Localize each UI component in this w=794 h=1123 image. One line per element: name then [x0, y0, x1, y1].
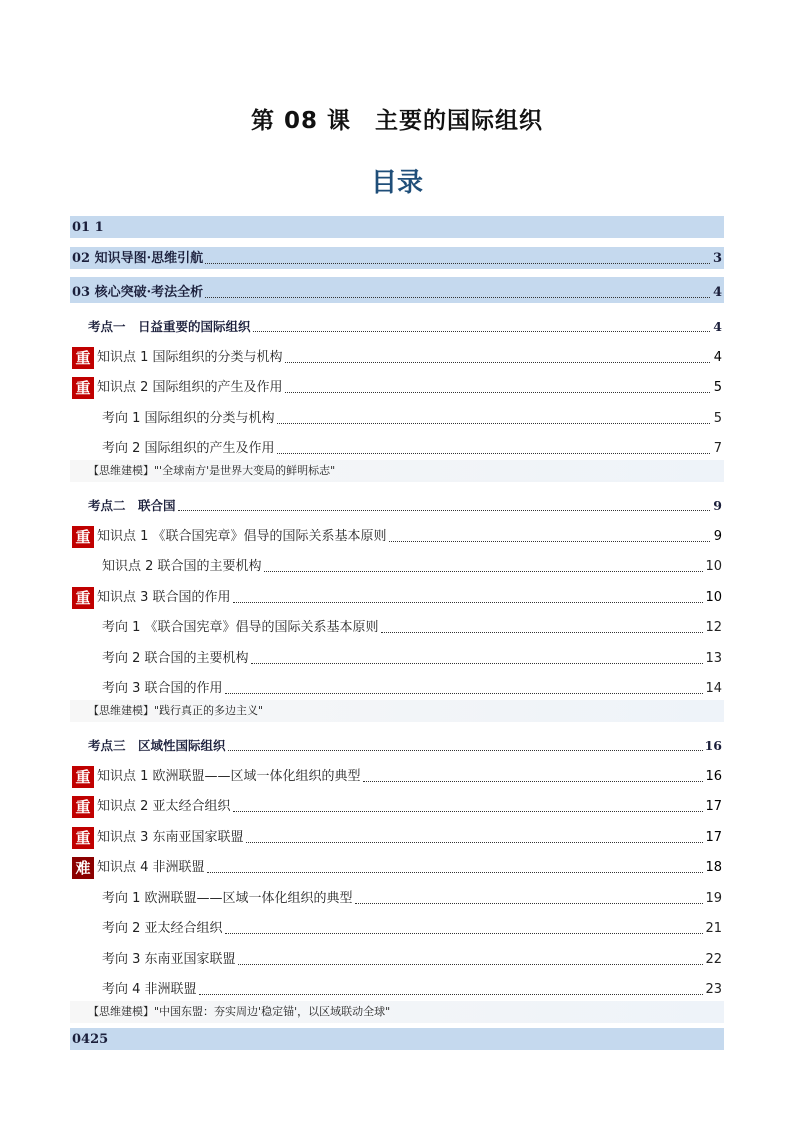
- toc-page-number: 14: [705, 681, 722, 696]
- toc-page-number: 22: [705, 951, 722, 967]
- toc-page-number: 4: [712, 285, 722, 300]
- dot-leader: [246, 841, 704, 843]
- toc-page-number: 4: [713, 349, 722, 365]
- key-point-badge: 重: [72, 526, 94, 548]
- dot-leader: [277, 452, 710, 454]
- dot-leader: [205, 262, 710, 264]
- toc-page-number: 19: [705, 890, 722, 906]
- toc-entry-label: 知识点 4 非洲联盟: [97, 860, 205, 875]
- toc-subentry[interactable]: [70, 430, 724, 461]
- dot-leader: [363, 780, 704, 782]
- dot-leader: [264, 570, 704, 572]
- dot-leader: [205, 296, 710, 298]
- toc-page-number: 9: [713, 498, 722, 513]
- toc-page-number: 12: [705, 620, 722, 635]
- toc-entry-label: 【思维建模】"践行真正的多边主义": [88, 704, 264, 717]
- toc-subentry[interactable]: [70, 639, 724, 670]
- dot-leader: [277, 422, 710, 424]
- toc-page-number: 13: [705, 650, 722, 666]
- toc-section-entry[interactable]: [70, 277, 724, 303]
- dot-leader: [253, 330, 710, 332]
- lesson-title: 第 08 课 主要的国际组织: [250, 108, 544, 134]
- toc-knowledge-entry[interactable]: [70, 517, 724, 548]
- toc-section-entry[interactable]: [70, 1028, 724, 1050]
- toc-thinking-model-entry: [70, 700, 724, 722]
- toc-page-number: 18: [705, 860, 722, 875]
- dot-leader: [381, 631, 704, 633]
- toc-page-number: 16: [705, 768, 722, 784]
- toc-entry-label: 考点一 日益重要的国际组织: [88, 319, 251, 334]
- toc-entry-label: 考向 4 非洲联盟: [102, 982, 197, 997]
- toc-subentry[interactable]: [70, 609, 724, 640]
- toc-knowledge-entry[interactable]: [70, 818, 724, 849]
- key-point-badge: 重: [72, 796, 94, 818]
- toc-title: 目录: [370, 168, 423, 198]
- toc-entry-label: 考向 1 《联合国宪章》倡导的国际关系基本原则: [102, 620, 379, 635]
- dot-leader: [233, 601, 704, 603]
- dot-leader: [207, 871, 704, 873]
- toc-subentry[interactable]: [70, 548, 724, 579]
- key-point-badge: 重: [72, 587, 94, 609]
- dot-leader: [199, 993, 704, 995]
- toc-entry-label: 考向 3 东南亚国家联盟: [102, 951, 236, 967]
- toc-page-number: 16: [704, 738, 722, 753]
- toc-entry-label: 考向 2 联合国的主要机构: [102, 650, 249, 666]
- toc-page-number: 3: [712, 250, 722, 266]
- toc-entry-label: 01 1: [72, 220, 104, 235]
- toc-page-number: 9: [713, 528, 722, 544]
- toc-subentry[interactable]: [70, 670, 724, 701]
- table-of-contents: [70, 216, 724, 1058]
- dot-leader: [178, 509, 710, 511]
- toc-section-entry[interactable]: [70, 216, 724, 238]
- toc-page-number: 10: [705, 559, 722, 574]
- toc-page-number: 5: [713, 410, 722, 426]
- toc-entry-label: 考向 2 亚太经合组织: [102, 921, 223, 936]
- toc-knowledge-entry[interactable]: [70, 849, 724, 880]
- toc-knowledge-entry[interactable]: [70, 757, 724, 788]
- toc-subentry[interactable]: [70, 971, 724, 1002]
- toc-subentry[interactable]: [70, 879, 724, 910]
- dot-leader: [225, 932, 704, 934]
- dot-leader: [238, 963, 704, 965]
- toc-subentry[interactable]: [70, 910, 724, 941]
- dot-leader: [389, 540, 710, 542]
- key-point-badge: 重: [72, 766, 94, 788]
- dot-leader: [285, 391, 710, 393]
- key-point-badge: 重: [72, 377, 94, 399]
- toc-page-number: 4: [713, 319, 722, 334]
- difficult-badge: 难: [72, 857, 94, 879]
- toc-thinking-model-entry: [70, 460, 724, 482]
- toc-entry-label: 知识点 1 国际组织的分类与机构: [97, 349, 283, 365]
- toc-entry-label: 0425: [72, 1031, 109, 1047]
- toc-entry-label: 知识点 3 东南亚国家联盟: [97, 829, 244, 845]
- toc-entry-label: 知识点 1 欧洲联盟——区域一体化组织的典型: [97, 768, 361, 784]
- toc-entry-label: 03 核心突破·考法全析: [72, 285, 204, 300]
- toc-entry-label: 知识点 1 《联合国宪章》倡导的国际关系基本原则: [97, 528, 387, 544]
- toc-page-number: 21: [705, 921, 722, 936]
- toc-subentry[interactable]: [70, 399, 724, 430]
- toc-knowledge-entry[interactable]: [70, 788, 724, 819]
- toc-kaodian-entry[interactable]: [70, 487, 724, 518]
- toc-page-number: 10: [705, 589, 722, 605]
- toc-entry-label: 知识点 2 国际组织的产生及作用: [97, 380, 283, 395]
- key-point-badge: 重: [72, 347, 94, 369]
- toc-subentry[interactable]: [70, 940, 724, 971]
- dot-leader: [355, 902, 704, 904]
- toc-entry-label: 【思维建模】"'全球南方'是世界大变局的鲜明标志": [88, 464, 336, 477]
- toc-entry-label: 【思维建模】"中国东盟：夯实周边'稳定锚'，以区域联动全球": [88, 1005, 391, 1018]
- toc-kaodian-entry[interactable]: [70, 308, 724, 339]
- toc-kaodian-entry[interactable]: [70, 727, 724, 758]
- toc-entry-label: 考向 1 国际组织的分类与机构: [102, 410, 275, 426]
- toc-knowledge-entry[interactable]: [70, 578, 724, 609]
- toc-entry-label: 知识点 2 亚太经合组织: [97, 799, 231, 814]
- toc-entry-label: 知识点 2 联合国的主要机构: [102, 559, 262, 574]
- toc-entry-label: 考向 3 联合国的作用: [102, 681, 223, 696]
- toc-entry-label: 考向 2 国际组织的产生及作用: [102, 441, 275, 456]
- dot-leader: [251, 662, 704, 664]
- key-point-badge: 重: [72, 827, 94, 849]
- dot-leader: [228, 749, 703, 751]
- toc-page-number: 17: [705, 799, 722, 814]
- dot-leader: [225, 692, 704, 694]
- dot-leader: [285, 361, 710, 363]
- toc-thinking-model-entry: [70, 1001, 724, 1023]
- toc-knowledge-entry[interactable]: [70, 338, 724, 369]
- toc-page-number: 7: [713, 441, 722, 456]
- toc-page-number: 23: [705, 982, 722, 997]
- toc-entry-label: 考点三 区域性国际组织: [88, 738, 226, 753]
- toc-entry-label: 考点二 联合国: [88, 498, 176, 513]
- dot-leader: [233, 810, 704, 812]
- toc-page-number: 5: [713, 380, 722, 395]
- toc-knowledge-entry[interactable]: [70, 369, 724, 400]
- toc-entry-label: 知识点 3 联合国的作用: [97, 589, 231, 605]
- toc-section-entry[interactable]: [70, 247, 724, 269]
- toc-page-number: 17: [705, 829, 722, 845]
- toc-entry-label: 考向 1 欧洲联盟——区域一体化组织的典型: [102, 890, 353, 906]
- toc-entry-label: 02 知识导图·思维引航: [72, 250, 204, 266]
